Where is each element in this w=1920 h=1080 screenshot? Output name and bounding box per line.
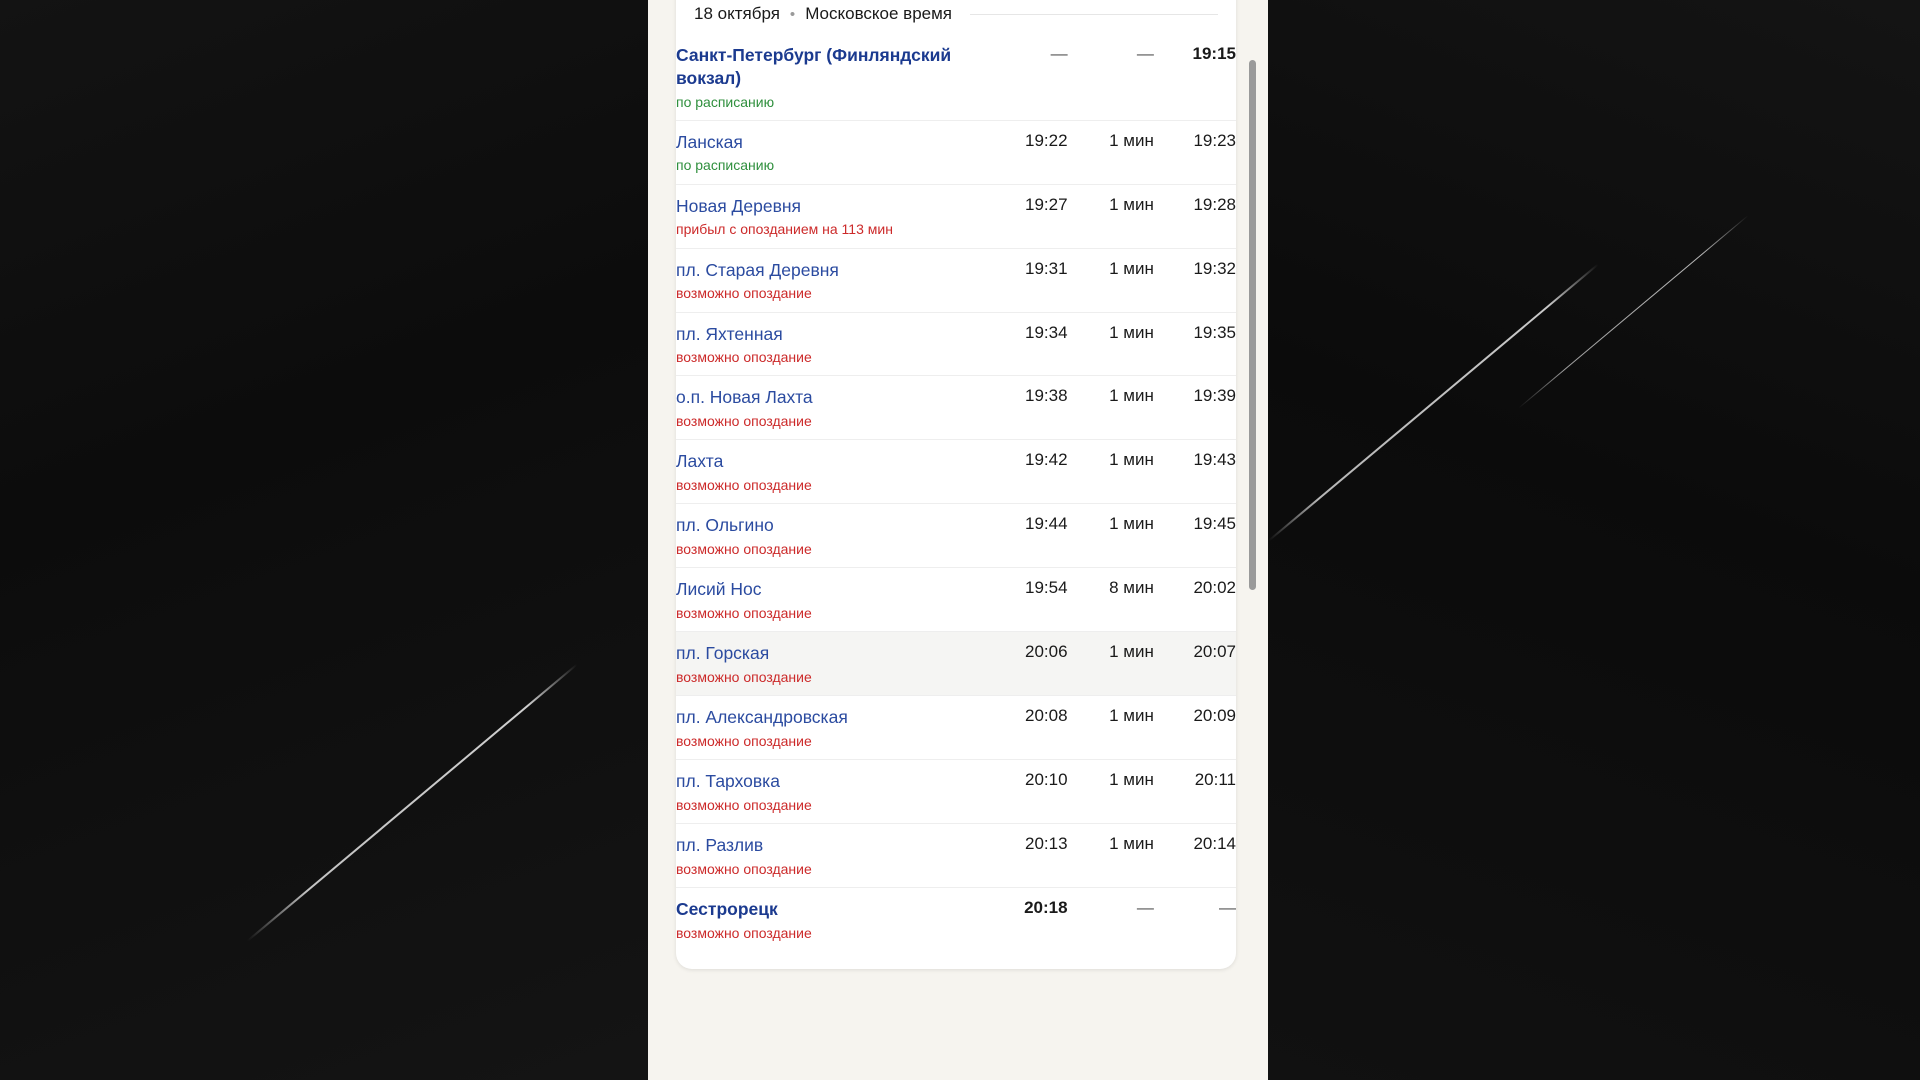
stop-status-note: по расписанию [676,157,775,174]
arrival-cell [977,34,1068,120]
departure-cell-value: 20:14 [1193,834,1236,853]
arrival-cell-value: 19:44 [1025,514,1068,534]
scrollbar-track[interactable] [1254,0,1262,1080]
departure-cell-value: 20:07 [1193,642,1236,662]
table-row[interactable] [676,34,1236,120]
departure-cell [1154,632,1236,696]
arrival-cell [977,120,1068,184]
arrival-cell [977,184,1068,248]
stop-cell [676,760,977,824]
stop-cell [676,34,977,120]
stay-cell-value: 1 мин [1109,706,1154,726]
table-row[interactable] [676,248,1236,312]
arrival-cell-value: 20:13 [1025,834,1068,853]
arrival-cell-value: 20:10 [1025,770,1068,790]
stay-cell-value: 1 мин [1109,258,1154,278]
arrival-cell-value: 20:06 [1025,642,1068,662]
stop-status-note: возможно опоздание [676,349,812,366]
arrival-cell-value: 20:08 [1025,706,1068,726]
stop-status-note: возможно опоздание [676,924,812,941]
background-right [1268,0,1920,1080]
stop-name-link[interactable]: Сестрорецк [676,898,778,919]
arrival-cell [977,312,1068,376]
stay-cell-value: 1 мин [1109,834,1154,853]
stop-status-note: возможно опоздание [676,860,812,877]
stay-cell-value: 1 мин [1109,770,1154,790]
stop-cell [676,632,977,696]
table-row[interactable] [676,504,1236,568]
table-row[interactable] [676,184,1236,248]
stay-cell-value: — [1136,44,1154,63]
scrollbar-thumb[interactable] [1249,60,1256,590]
table-row[interactable] [676,312,1236,376]
table-row[interactable] [676,887,1236,950]
stop-name-link[interactable]: о.п. Новая Лахта [676,387,813,408]
stop-name-link[interactable]: Лахта [676,451,724,472]
stay-cell-value: 1 мин [1109,322,1154,342]
stop-name-link[interactable]: Лисий Нос [676,579,762,600]
stay-cell [1068,184,1154,248]
departure-cell [1154,824,1236,888]
card-header [676,0,1236,34]
stay-cell [1068,34,1154,120]
stop-name-link[interactable]: Новая Деревня [676,195,802,216]
arrival-cell-value: 19:54 [1025,578,1068,598]
stop-cell [676,824,977,888]
table-row[interactable] [676,760,1236,824]
stop-status-note: возможно опоздание [676,796,812,813]
departure-cell-value: 19:35 [1193,322,1236,342]
table-row[interactable] [676,632,1236,696]
table-row[interactable] [676,824,1236,888]
stay-cell [1068,120,1154,184]
stop-name-link[interactable]: пл. Яхтенная [676,323,783,344]
stop-cell [676,120,977,184]
stop-cell [676,887,977,950]
stay-cell [1068,760,1154,824]
departure-cell [1154,568,1236,632]
arrival-cell [977,504,1068,568]
arrival-cell-value: 19:31 [1025,258,1068,278]
background-left [0,0,648,1080]
departure-cell-value: 20:02 [1193,578,1236,598]
stop-cell [676,440,977,504]
stay-cell [1068,248,1154,312]
stop-status-note: возможно опоздание [676,732,812,749]
arrival-cell [977,376,1068,440]
table-row[interactable] [676,696,1236,760]
stop-status-note: по расписанию [676,93,775,110]
departure-cell-value: 19:15 [1192,44,1236,63]
departure-cell [1154,34,1236,120]
departure-cell [1154,760,1236,824]
stop-status-note: возможно опоздание [676,285,812,302]
departure-cell-value: — [1219,897,1236,917]
stay-cell [1068,440,1154,504]
arrival-cell-value: 19:27 [1025,194,1068,214]
stop-status-note: прибыл с опозданием на 113 мин [676,221,893,238]
stay-cell [1068,376,1154,440]
stop-cell [676,568,977,632]
stop-cell [676,184,977,248]
stay-cell [1068,824,1154,888]
departure-cell [1154,376,1236,440]
arrival-cell [977,568,1068,632]
stay-cell [1068,696,1154,760]
stop-name-link[interactable]: пл. Горская [676,643,770,664]
stops-table [676,34,1236,951]
stop-cell [676,376,977,440]
stay-cell [1068,504,1154,568]
departure-cell [1154,184,1236,248]
page-viewport [648,0,1268,1080]
stops-body [676,34,1236,951]
stay-cell-value: 1 мин [1109,130,1154,150]
departure-cell-value: 19:43 [1193,450,1236,470]
stop-name-link[interactable]: пл. Старая Деревня [676,259,839,280]
arrival-cell [977,760,1068,824]
stay-cell-value: 1 мин [1109,194,1154,214]
arrival-cell-value: 19:22 [1025,130,1068,150]
stay-cell [1068,312,1154,376]
stay-cell-value: 1 мин [1109,514,1154,534]
departure-cell [1154,504,1236,568]
departure-cell [1154,440,1236,504]
arrival-cell [977,824,1068,888]
departure-cell [1154,887,1236,950]
stay-cell-value: 1 мин [1109,386,1154,406]
stop-status-note: возможно опоздание [676,605,812,621]
stop-status-note: возможно опоздание [676,477,812,494]
departure-cell [1154,312,1236,376]
header-separator: • [789,5,796,23]
departure-cell [1154,120,1236,184]
stop-status-note: возможно опоздание [676,668,812,685]
stop-name-link[interactable]: пл. Разлив [676,835,764,855]
stay-cell [1068,887,1154,950]
stop-name-link[interactable]: пл. Ольгино [676,515,774,536]
arrival-cell-value: 19:34 [1025,322,1068,342]
header-timezone: Московское время [805,4,953,23]
stop-cell [676,312,977,376]
departure-cell [1154,696,1236,760]
table-row[interactable] [676,568,1236,632]
stop-name-link[interactable]: пл. Александровская [676,707,848,728]
arrival-cell [977,440,1068,504]
departure-cell-value: 19:28 [1193,194,1236,214]
stay-cell-value: 1 мин [1109,450,1154,470]
departure-cell-value: 20:11 [1194,770,1236,790]
stay-cell [1068,568,1154,632]
header-date: 18 октября [694,4,780,23]
arrival-cell [977,696,1068,760]
timetable-card [676,0,1236,969]
arrival-cell-value: 19:42 [1025,450,1068,470]
departure-cell-value: 20:09 [1193,706,1236,726]
departure-cell-value: 19:32 [1193,258,1236,278]
stop-name-link[interactable]: пл. Тарховка [676,771,780,792]
table-row[interactable] [676,120,1236,184]
arrival-cell-value: 19:38 [1025,386,1068,406]
arrival-cell [977,632,1068,696]
departure-cell [1154,248,1236,312]
arrival-cell [977,887,1068,950]
departure-cell-value: 19:45 [1193,514,1236,534]
stop-cell [676,696,977,760]
stay-cell-value: — [1136,897,1154,917]
stop-status-note: возможно опоздание [676,541,812,558]
departure-cell-value: 19:23 [1193,130,1236,150]
stay-cell-value: 1 мин [1109,642,1154,662]
departure-cell-value: 19:39 [1193,386,1236,406]
header-rule [970,14,1218,15]
table-row[interactable] [676,376,1236,440]
stop-name-link[interactable]: Санкт-Петербург (Финляндский вокзал) [676,45,952,88]
table-row[interactable] [676,440,1236,504]
arrival-cell-value: — [1050,44,1068,63]
stop-cell [676,248,977,312]
stop-cell [676,504,977,568]
stop-status-note: возможно опоздание [676,413,812,430]
stop-name-link[interactable]: Ланская [676,131,743,152]
arrival-cell-value: 20:18 [1024,897,1068,917]
stay-cell-value: 8 мин [1109,578,1154,598]
arrival-cell [977,248,1068,312]
stay-cell [1068,632,1154,696]
